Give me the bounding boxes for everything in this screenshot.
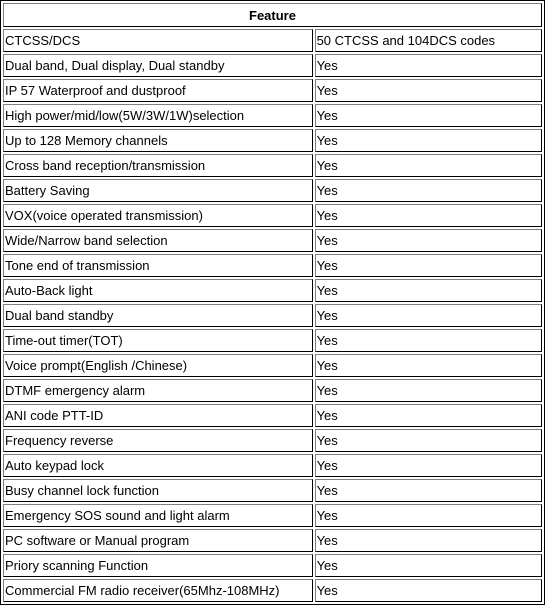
table-row bbox=[3, 279, 542, 302]
feature-value-cell: Yes bbox=[315, 529, 542, 552]
table-row bbox=[3, 129, 542, 152]
feature-value-cell: Yes bbox=[315, 54, 542, 77]
feature-name-cell: ANI code PTT-ID bbox=[3, 404, 313, 427]
feature-value-cell: Yes bbox=[315, 79, 542, 102]
feature-name-cell: Dual band, Dual display, Dual standby bbox=[3, 54, 313, 77]
table-body bbox=[3, 29, 542, 602]
table-row bbox=[3, 154, 542, 177]
feature-name-cell: Auto keypad lock bbox=[3, 454, 313, 477]
feature-value-cell: Yes bbox=[315, 479, 542, 502]
feature-name-cell: High power/mid/low(5W/3W/1W)selection bbox=[3, 104, 313, 127]
table-row bbox=[3, 229, 542, 252]
feature-name-cell: Voice prompt(English /Chinese) bbox=[3, 354, 313, 377]
feature-name-cell: CTCSS/DCS bbox=[3, 29, 313, 52]
feature-value-cell: Yes bbox=[315, 454, 542, 477]
table-row bbox=[3, 354, 542, 377]
feature-value-cell: Yes bbox=[315, 504, 542, 527]
feature-value-cell: Yes bbox=[315, 129, 542, 152]
feature-name-cell: PC software or Manual program bbox=[3, 529, 313, 552]
table-row bbox=[3, 304, 542, 327]
feature-name-cell: Time-out timer(TOT) bbox=[3, 329, 313, 352]
table-row bbox=[3, 479, 542, 502]
table-row bbox=[3, 429, 542, 452]
feature-name-cell: Emergency SOS sound and light alarm bbox=[3, 504, 313, 527]
feature-value-cell: Yes bbox=[315, 279, 542, 302]
feature-value-cell: Yes bbox=[315, 379, 542, 402]
table-row bbox=[3, 254, 542, 277]
feature-value-cell: 50 CTCSS and 104DCS codes bbox=[315, 29, 542, 52]
table-row bbox=[3, 179, 542, 202]
feature-name-cell: Auto-Back light bbox=[3, 279, 313, 302]
feature-name-cell: Dual band standby bbox=[3, 304, 313, 327]
feature-name-cell: Battery Saving bbox=[3, 179, 313, 202]
feature-value-cell: Yes bbox=[315, 404, 542, 427]
table-row bbox=[3, 329, 542, 352]
table-header: Feature bbox=[3, 3, 542, 27]
table-row bbox=[3, 79, 542, 102]
feature-name-cell: VOX(voice operated transmission) bbox=[3, 204, 313, 227]
feature-value-cell: Yes bbox=[315, 429, 542, 452]
table-row bbox=[3, 104, 542, 127]
table-row bbox=[3, 379, 542, 402]
feature-value-cell: Yes bbox=[315, 354, 542, 377]
feature-value-cell: Yes bbox=[315, 204, 542, 227]
table-row bbox=[3, 579, 542, 602]
feature-value-cell: Yes bbox=[315, 254, 542, 277]
feature-name-cell: Tone end of transmission bbox=[3, 254, 313, 277]
table-row bbox=[3, 404, 542, 427]
table-header-row bbox=[3, 3, 542, 27]
table-row bbox=[3, 454, 542, 477]
feature-value-cell: Yes bbox=[315, 104, 542, 127]
feature-name-cell: Commercial FM radio receiver(65Mhz-108MHz) bbox=[3, 579, 313, 602]
feature-name-cell: Wide/Narrow band selection bbox=[3, 229, 313, 252]
feature-name-cell: Frequency reverse bbox=[3, 429, 313, 452]
table-row bbox=[3, 204, 542, 227]
table-row bbox=[3, 54, 542, 77]
feature-name-cell: DTMF emergency alarm bbox=[3, 379, 313, 402]
table-row bbox=[3, 504, 542, 527]
feature-value-cell: Yes bbox=[315, 554, 542, 577]
feature-value-cell: Yes bbox=[315, 304, 542, 327]
feature-value-cell: Yes bbox=[315, 579, 542, 602]
feature-name-cell: Cross band reception/transmission bbox=[3, 154, 313, 177]
table-row bbox=[3, 554, 542, 577]
feature-name-cell: Up to 128 Memory channels bbox=[3, 129, 313, 152]
feature-name-cell: Busy channel lock function bbox=[3, 479, 313, 502]
feature-name-cell: Priory scanning Function bbox=[3, 554, 313, 577]
feature-value-cell: Yes bbox=[315, 229, 542, 252]
feature-value-cell: Yes bbox=[315, 329, 542, 352]
table-row bbox=[3, 29, 542, 52]
feature-value-cell: Yes bbox=[315, 154, 542, 177]
feature-value-cell: Yes bbox=[315, 179, 542, 202]
feature-name-cell: IP 57 Waterproof and dustproof bbox=[3, 79, 313, 102]
table-row bbox=[3, 529, 542, 552]
